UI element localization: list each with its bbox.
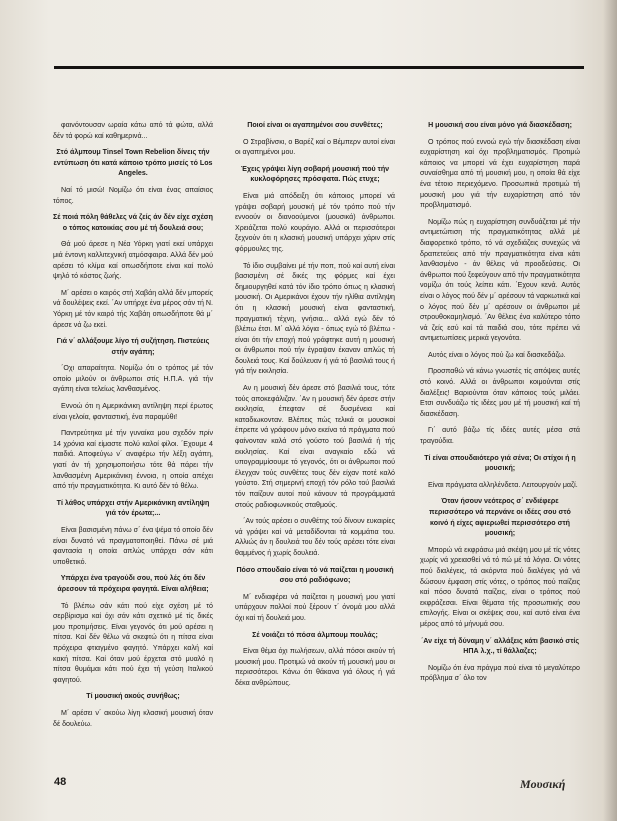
interview-question: Ποιοί είναι οι αγαπημένοι σου συνθέτες; [247, 121, 383, 129]
interview-answer: Είναι βασισμένη πάνω σ΄ ένα ψέμα τό οποίο δέν είναι δυνατό νά πραγματοποιηθεί. Πάνω σέ μιά φαντασία η οποία απλώς υπάρχει σάν κάτι υποθετικό. [53, 526, 214, 566]
page-number: 48 [54, 776, 67, 788]
interview-question: ΄Αν είχε τή δύναμη ν΄ αλλάξεις κάτι βασικό στίς ΗΠΑ λ.χ., τί θάλλαζες; [420, 636, 580, 656]
interview-answer: Τό βλέπω σάν κάτι πού είχε σχέση μέ τό σερβίρισμα καί όχι σάν κάτι σχετικό μέ τίς δικές μου προτιμήσεις. Είναι γεγονός ότι μού αρέσει η πίτσα. Καί δέν θέλω νά σκεφτώ ότι η πίτσα είναι πρόχειρα φτιαγμένο φαγητό. Υπάρχει καλή καί κακή πίτσα. Καί όταν μού έρχεται στό μυαλό η πίτσα θυμάμαι κάτι πού έχει τή γεύση Ιταλικού φαγητού. [53, 601, 213, 684]
interview-answer: Ο Στραβίνσκι, ο Βαρέζ καί ο Βέμπερν αυτοί είναι οι αγαπημένοι μου. [235, 137, 395, 157]
interview-answer: Μ΄ αρέσει ο καιρός στή Χαβάη αλλά δέν μπορείς νά δουλέψεις εκεί. ΄Αν υπήρχε ένα μέρος σάν τή Ν. Υόρκη μέ τόν καιρό τής Χαβάη οπωσδήποτε θά μ΄ άρεσε νά ζω εκεί. [53, 288, 213, 329]
interview-question: Έχεις γράψει λίγη σοβαρή μουσική πού τήν κυκλοφόρησες πρόσφατα. Πώς ετυχε; [240, 164, 390, 184]
interview-answer: Νομίζω πώς η ευχαρίστηση συνδυάζεται μέ τήν αντιμετώπιση τής πραγματικότητας αλλά μέ διαφορετικό τρόπο, τό νά σχεδιάζεις συνεχώς νά δραπετεύεις από τήν πραγματικότητα είναι κάτι λανθασμένο - άν θέλεις νά προοδεύσεις. Οι άνθρωποι πού ξεφεύγουν από τήν πραγματικότητα νομίζω ότι τούς λείπει κάτι. ΄Εχουν κενά. Αυτός είναι ο λόγος πού δέν μ΄ αρέσουν τά ναρκωτικά καί ο λόγος πού δέν μ΄ αρέσουν οι άνθρωποι μέ στρουθοκαμηλισμό. ΄Αν θέλεις ένα καλύτερο τόπο νά ζείς εσύ καί τά παιδιά σου, τότε πρέπει νά αντιμετωπίσεις μερικά γεγονότα. [420, 217, 580, 343]
interview-answer: Παντρεύτηκα μέ τήν γυναίκα μου σχεδόν πρίν 14 χρόνια καί είμαστε πολύ καλοί φίλοι. ΄Εχουμε 4 παιδιά. Αποφεύγω ν΄ αναφέρω τήν λέξη αγάπη, γιατί άν τή χρησιμοποιήσω τότε θά πάρει τήν λανθασμένη Αμερικάνικη έννοια, η οποία απέχει από τήν πραγματικότητα. Κι αυτό δέν τό θέλω. [53, 429, 213, 491]
interview-answer: φαινόντουσαν ωραία κάτω από τά φώτα, αλλά δέν τά φορώ καί καθημερινά... [53, 121, 213, 140]
interview-question: Πόσο σπουδαίο είναι τό νά παίζεται η μουσική σου στό ραδιόφωνο; [236, 565, 394, 585]
interview-answer: Μ΄ ενδιαφέρει νά παίζεται η μουσική μου γιατί υπάρχουν πολλοί πού ξέρουν τ΄ όνομά μου αλλά όχι καί τή δουλειά μου. [235, 592, 395, 622]
page-spine-shadow [603, 0, 617, 821]
top-rule [54, 66, 584, 69]
interview-answer: Εννοώ ότι η Αμερικάνικη αντίληψη περί έρωτος είναι γελοία, φανταστική, ένα παραμύθι! [53, 402, 213, 421]
interview-answer: ΄Οχι απαραίτητα. Νομίζω ότι ο τρόπος μέ τόν οποίο μιλούν οι άνθρωποι στίς Η.Π.Α. γιά τήν αγάπη είναι τελείως λανθασμένος. [53, 364, 213, 394]
interview-question: Όταν ήσουν νεότερος σ΄ ενδιέφερε περισσότερο νά περνάνε οι ιδέες σου στό κοινό ή είχες αφιερωθεί περισσότερο στή μουσική; [429, 497, 571, 538]
interview-question: Τί είναι σπουδαιότερο γιά σένα; Οι στίχοι ή η μουσική; [424, 453, 576, 473]
interview-question: Γιά ν΄ αλλάξουμε λίγο τή συζήτηση. Πιστεύεις στήν αγάπη; [56, 337, 210, 356]
interview-answer: Ο τρόπος πού εννοώ εγώ τήν διασκέδαση είναι ευχαρίστηση καί όχι προβληματισμός. Προτιμώ κάποιος να μπορεί νά έχει ευχαρίστηση παρά συναίσθημα από τή μουσική μου, η οποία θά είχε ένα τέτοιο περιεχόμενο. Προσωπικά προτιμώ τή μουσική μου γιά τήν ευχαρίστηση από τόν προβληματισμό. [420, 137, 580, 210]
interview-answer: Μπορώ νά εκφράσω μιά σκέψη μου μέ τίς νότες χωρίς νά χρειασθεί νά τό πώ μέ τά λόγια. Οι νότες πού διαλέγεις, τά ακόρντα πού διαλέγεις γιά νά δώσουν έμφαση στίς νότες, ο τρόπος πού παίζεις καί πόσο δυνατά παίζεις, είναι ο τρόπος πού εκφράζεσαι. Είναι θέματα τής προσωπικής σου επιλογής. Είναι οι σκέψεις σου, καί αυτό είναι ένα μέρος από τό μήνυμά σου. [420, 545, 580, 628]
interview-answer: Θά μού άρεσε η Νέα Υόρκη γιατί εκεί υπάρχει μιά έντονη καλλιτεχνική ατμόσφαιρα. Αλλά δέν μού αρέσει τό κλίμα καί οπωσδήποτε είναι καί πολύ ψηλό τό κόστος ζωής. [53, 240, 213, 281]
interview-answer: Ναί τό μισώ! Νομίζω ότι είναι ένας απαίσιος τόπος. [53, 185, 213, 205]
text-column-2 [235, 120, 395, 695]
text-column-1 [53, 120, 213, 735]
interview-question: Στό άλμπουμ Tinsel Town Rebelion δίνεις τήν εντύπωση ότι κατά κάποιο τρόπο μισείς τό Los Angeles. [53, 148, 213, 178]
interview-answer: Μ΄ αρέσει ν΄ ακούω λίγη κλασική μουσική όταν δέ δουλεύω. [53, 708, 213, 728]
interview-answer: Αυτός είναι ο λόγος πού ζω καί διασκεδάζω. [428, 350, 566, 359]
interview-answer: Είναι θέμα όχι πωλήσεων, αλλά πόσοι ακούν τή μουσική μου. Προτιμώ νά ακούν τή μουσική μου οι περισσότεροι. Κάνω ότι θάκανα γιά όλους ή γιά δέκα ανθρώπους. [235, 647, 395, 687]
interview-answer: Είναι πράγματα αλληλένδετα. Λειτουργούν μαζί. [428, 480, 578, 489]
interview-answer: ΄Αν τούς αρέσει ο συνθέτης τού δίνουν ευκαιρίες νά γράψει καί νά μεταδίδονται τά κομμάτια του. Αλλιώς άν η δουλειά του δέν τούς αρέσει τότε είναι θαμμένος ή χωρίς δουλειά. [235, 517, 395, 557]
interview-question: Υπάρχει ένα τραγούδι σου, πού λές ότι δέν άρεσουν τά πρόχειρα φαγητά. Είναι αλήθεια; [57, 574, 209, 593]
interview-answer: Είναι μιά απόδειξη ότι κάποιος μπορεί νά γράψει σοβαρή μουσική μέ τόν τρόπο πού τήν εννοούν οι διανοούμενοι (μουσικά) άνθρωποι. Χρειάζεται πολύ κουράγιο. Αλλά οι περισσότεροι ξεχνούν ότι η κλασική μουσική υπάρχει χάριν στίς φόρμουλες της. [235, 191, 395, 253]
text-column-3 [420, 120, 580, 690]
interview-answer: Νομίζω ότι ένα πράγμα πού είναι τό μεγαλύτερο πρόβλημα σ΄ όλο τον [420, 663, 580, 683]
interview-question: Η μουσική σου είναι μόνο γιά διασκέδαση; [428, 121, 572, 129]
interview-answer: Γι΄ αυτό βάζω τίς ιδέες αυτές μέσα στά τραγούδια. [420, 426, 580, 446]
interview-question: Τί λάθος υπάρχει στήν Αμερικάνικη αντίληψη γιά τόν έρωτα;... [56, 498, 210, 518]
interview-answer: Τό ίδιο συμβαίνει μέ τήν ποπ, πού καί αυτή είναι βασισμένη σέ δικές της φόρμες καί έχει δημιουργηθεί κατά τόν ίδιο τρόπο όπως η κλασική μουσική. Οι Αμερικάνοι έχουν τήν ηλίθια αντίληψη ότι η κλασική μουσική είναι φανταστική, πραγματική τέχνη, γνήσια... αλλά εγώ δέν τό βλέπω έτσι. Μ΄ αλλά λόγια - όπως εγώ τό βλέπω - είναι ότι τήν εποχή πού γράφτηκε αυτή η μουσική οι άνθρωποι πού τήν έγραψαν έκαναν απλώς τή δουλειά τους. Καί δούλευαν ή γιά τό βασιλιά τους ή γιά τήν εκκλησία. [235, 261, 395, 376]
interview-answer: Αν η μουσική δέν άρεσε στό βασιλιά τους, τότε τούς αποκεφάλιζαν. ΄Αν η μουσική δέν άρεσε στήν εκκλησία, έπεφταν σέ δυσμένεια καί καταδιωκονταν. Βλέπεις πώς τελικά οι μουσικοί έπρεπε νά γράφουν μόνο εκείνα τά πράγματα πού φαίνονταν καλά στό γούστο τού βασιλιά ή τής εκκλησίας. Καί είναι αναγκαίο εδώ νά υπογραμμίσουμε τό γεγονός, ότι οι άνθρωποι πού έλεγχαν τούς συνθέτες τους δέν είχαν ποτέ καλό γούστο. Στή σημερινή εποχή τόν ρόλο τού βασιλιά τόν παίζουν αυτοί πού κάνουν τά προγράμματά στούς ραδιοφωνικούς σταθμούς. [235, 384, 395, 509]
interview-answer: Προσπαθώ νά κάνω γνωστές τίς απόψεις αυτές στό κοινό. Αλλά οι άνθρωποι κοιμούνται στίς διαλέξεις! Βαριούνται όταν κάποιος τούς μιλάει. Ετσι συνδυάζω τίς ιδέες μου μέ τή μουσική καί τή διασκέδαση. [420, 367, 580, 418]
interview-question: Σέ ποιά πόλη θάθελες νά ζείς άν δέν είχε σχέση ο τόπος κατοικίας σου μέ τή δουλειά σου; [53, 213, 213, 232]
section-title: Μουσική [520, 777, 566, 791]
interview-question: Τί μουσική ακούς συνήθως; [86, 692, 180, 701]
interview-question: Σέ νοιάζει τό πόσα άλμπουμ πουλάς; [252, 630, 378, 639]
